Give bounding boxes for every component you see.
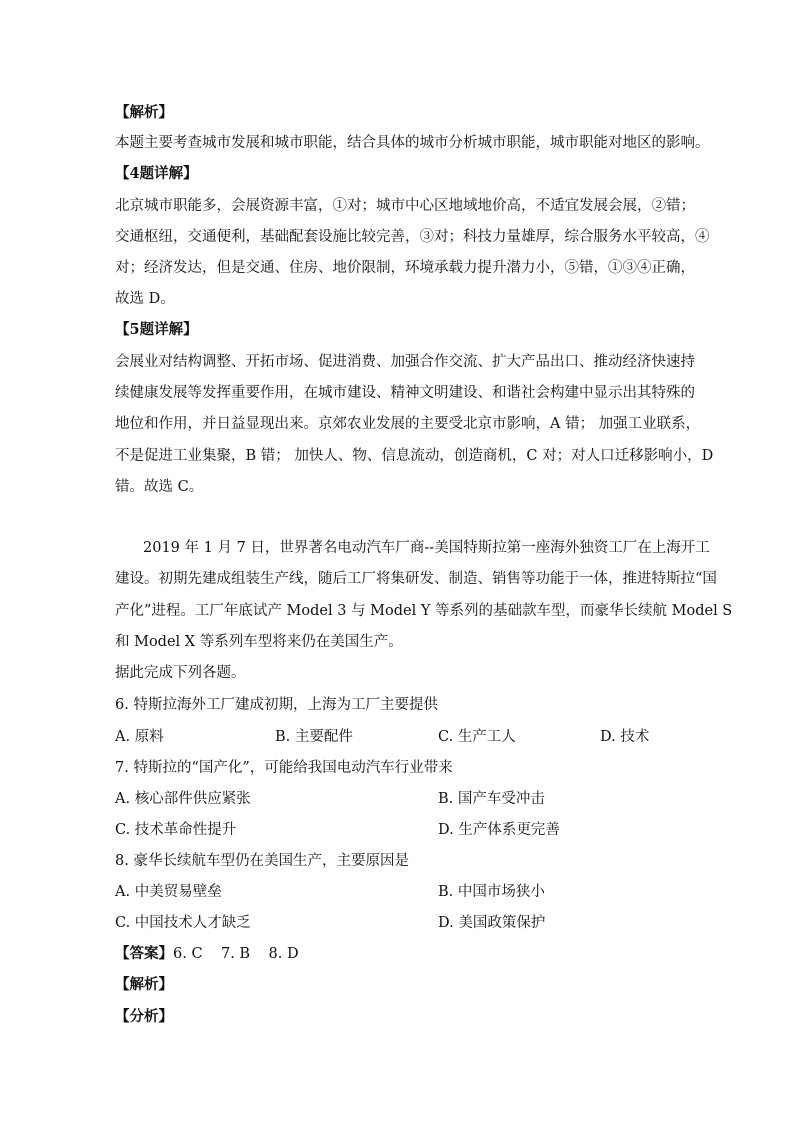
q4-line: 对；经济发达，但是交通、住房、地价限制，环境承载力提升潜力小，⑤错，①③④正确， xyxy=(115,260,695,276)
q8-option-d: D. 美国政策保护 xyxy=(438,915,546,931)
q8-stem: 8. 豪华长续航车型仍在美国生产，主要原因是 xyxy=(115,853,409,869)
q4-line: 北京城市职能多，会展资源丰富，①对；城市中心区地域地价高，不适宜发展会展，②错； xyxy=(115,198,695,214)
passage-line: 2019 年 1 月 7 日，世界著名电动汽车厂商--美国特斯拉第一座海外独资工厂在上海开工 xyxy=(143,540,710,556)
q6-option-c: C. 生产工人 xyxy=(438,729,516,745)
passage-line: 和 Model X 等系列车型将来仍在美国生产。 xyxy=(115,634,403,650)
q7-option-a: A. 核心部件供应紧张 xyxy=(115,791,251,807)
fenxi-heading: 【分析】 xyxy=(115,1008,173,1025)
passage-line: 产化”进程。工厂年底试产 Model 3 与 Model Y 等系列的基础款车型，而豪华长续航 Model S xyxy=(115,603,733,619)
q4-line: 交通枢纽，交通便利，基础配套设施比较完善，③对；科技力量雄厚，综合服务水平较高，④ xyxy=(115,229,710,245)
q8-option-a: A. 中美贸易壁垒 xyxy=(115,884,222,900)
answer-text: 6. C 7. B 8. D xyxy=(173,946,299,962)
q8-option-c: C. 中国技术人才缺乏 xyxy=(115,915,251,931)
analysis-heading: 【解析】 xyxy=(115,104,173,121)
passage-instruction: 据此完成下列各题。 xyxy=(115,665,246,681)
passage-line: 建设。初期先建成组装生产线，随后工厂将集研发、制造、销售等功能于一体，推进特斯拉“国 xyxy=(115,571,717,587)
q5-heading: 【5题详解】 xyxy=(115,321,198,338)
q5-line: 续健康发展等发挥重要作用，在城市建设、精神文明建设、和谐社会构建中显示出其特殊的 xyxy=(115,385,695,401)
q4-heading: 【4题详解】 xyxy=(115,165,198,182)
q5-line: 地位和作用，并日益显现出来。京郊农业发展的主要受北京市影响，A 错； 加强工业联系， xyxy=(115,416,701,432)
q8-option-b: B. 中国市场狭小 xyxy=(438,884,545,900)
q5-line: 错。故选 C。 xyxy=(115,479,204,495)
q5-line: 会展业对结构调整、开拓市场、促进消费、加强合作交流、扩大产品出口、推动经济快速持 xyxy=(115,354,695,370)
answer-line xyxy=(115,944,685,964)
q6-option-b: B. 主要配件 xyxy=(275,729,353,745)
q7-option-c: C. 技术革命性提升 xyxy=(115,822,237,838)
analysis-text: 本题主要考查城市发展和城市职能，结合具体的城市分析城市职能，城市职能对地区的影响。 xyxy=(115,135,710,151)
q6-option-a: A. 原料 xyxy=(115,729,164,745)
analysis-heading-2: 【解析】 xyxy=(115,976,173,993)
q7-option-d: D. 生产体系更完善 xyxy=(438,822,560,838)
q4-line: 故选 D。 xyxy=(115,291,175,307)
q6-option-d: D. 技术 xyxy=(600,729,650,745)
q6-stem: 6. 特斯拉海外工厂建成初期，上海为工厂主要提供 xyxy=(115,697,438,713)
q5-line: 不是促进工业集聚，B 错； 加快人、物、信息流动，创造商机，C 对；对人口迁移影响小，D xyxy=(115,448,714,464)
q7-option-b: B. 国产车受冲击 xyxy=(438,791,545,807)
answer-label: 【答案】 xyxy=(115,945,173,962)
q7-stem: 7. 特斯拉的“国产化”，可能给我国电动汽车行业带来 xyxy=(115,760,453,776)
